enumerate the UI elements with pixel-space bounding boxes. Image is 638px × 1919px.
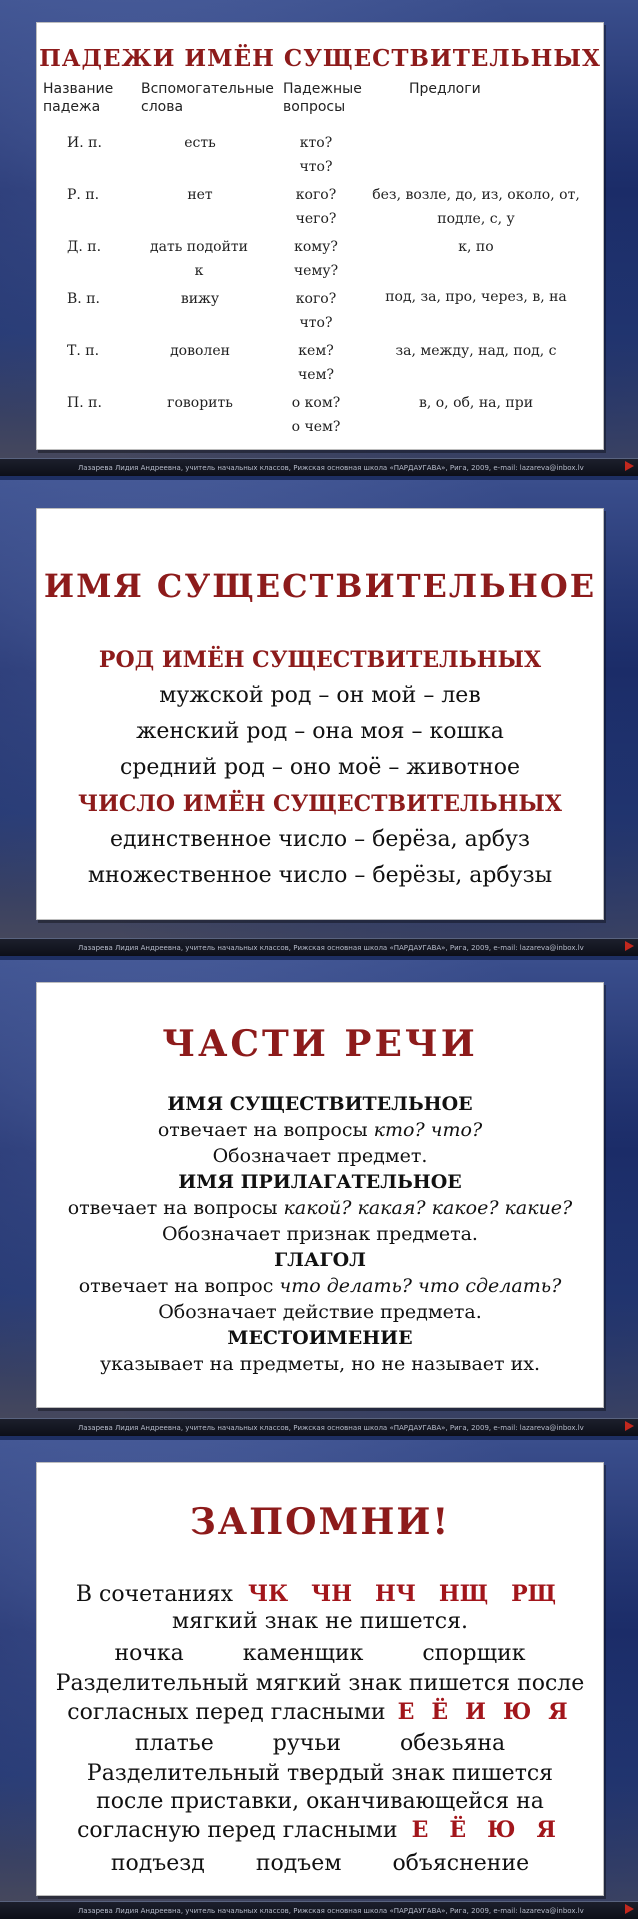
question: чем? bbox=[298, 367, 334, 383]
question: кем? bbox=[298, 343, 334, 359]
example-word: подъем bbox=[255, 1851, 342, 1876]
gender-neut: средний род – оно моё – животное bbox=[120, 755, 520, 780]
slide-parts-of-speech bbox=[0, 960, 638, 1436]
verb-heading: ГЛАГОЛ bbox=[274, 1249, 366, 1271]
case-name: П. п. bbox=[67, 395, 102, 411]
vowel: Е bbox=[411, 1817, 429, 1843]
card bbox=[36, 982, 604, 1408]
aux-word: вижу bbox=[180, 291, 220, 307]
aux-word: нет bbox=[187, 187, 213, 203]
next-arrow-icon[interactable] bbox=[625, 941, 634, 951]
example-word: платье bbox=[134, 1731, 214, 1756]
slide-cases bbox=[0, 0, 638, 476]
gender-masc: мужской род – он мой – лев bbox=[159, 683, 481, 708]
noun-questions-prefix: отвечает на вопросы bbox=[157, 1119, 374, 1141]
adjective-questions bbox=[37, 1197, 603, 1219]
footer-credit: Лазарева Лидия Андреевна, учитель начальных классов, Рижская основная школа «ПАРДАУГАВА», Рига, 2009, e-mail: lazareva@inbox.lv bbox=[0, 458, 638, 476]
footer-credit: Лазарева Лидия Андреевна, учитель начальных классов, Рижская основная школа «ПАРДАУГАВА», Рига, 2009, e-mail: lazareva@inbox.lv bbox=[0, 938, 638, 956]
vowel: Ю bbox=[502, 1699, 532, 1725]
card bbox=[36, 1462, 604, 1896]
example-words bbox=[37, 1641, 603, 1666]
next-arrow-icon[interactable] bbox=[625, 1421, 634, 1431]
adjective-questions-prefix: отвечает на вопросы bbox=[67, 1197, 284, 1219]
combo: ЧК bbox=[248, 1581, 289, 1607]
vowels-prefix: согласную перед гласными bbox=[77, 1818, 405, 1843]
question: чего? bbox=[295, 211, 337, 227]
aux-word: говорить bbox=[167, 395, 233, 411]
vowels-line bbox=[37, 1699, 603, 1725]
vowel: Е bbox=[397, 1699, 415, 1725]
combos-prefix: В сочетаниях bbox=[75, 1582, 241, 1607]
slide-remember bbox=[0, 1440, 638, 1919]
slide-title: ЧАСТИ РЕЧИ bbox=[162, 1023, 478, 1065]
combo: РЩ bbox=[511, 1581, 557, 1607]
aux-word: есть bbox=[184, 135, 216, 151]
footer-credit: Лазарева Лидия Андреевна, учитель начальных классов, Рижская основная школа «ПАРДАУГАВА», Рига, 2009, e-mail: lazareva@inbox.lv bbox=[0, 1418, 638, 1436]
adjective-description: Обозначает признак предмета. bbox=[162, 1223, 478, 1245]
card bbox=[36, 508, 604, 920]
case-name: Т. п. bbox=[67, 343, 100, 359]
vowel: И bbox=[465, 1699, 486, 1725]
verb-description: Обозначает действие предмета. bbox=[158, 1301, 482, 1323]
next-arrow-icon[interactable] bbox=[625, 1904, 634, 1914]
noun-description: Обозначает предмет. bbox=[212, 1145, 428, 1167]
question: кого? bbox=[295, 187, 337, 203]
prepositions: к, по bbox=[458, 239, 494, 255]
question: о ком? bbox=[291, 395, 341, 411]
gender-fem: женский род – она моя – кошка bbox=[136, 719, 504, 744]
vowel: Ю bbox=[487, 1817, 516, 1843]
case-name: Р. п. bbox=[67, 187, 100, 203]
combos-line bbox=[37, 1581, 603, 1607]
verb-questions bbox=[37, 1275, 603, 1297]
header-case-name: Название падежа bbox=[43, 81, 114, 115]
gender-heading: РОД ИМЁН СУЩЕСТВИТЕЛЬНЫХ bbox=[98, 647, 542, 673]
case-name: И. п. bbox=[67, 135, 102, 151]
rule-line: Разделительный мягкий знак пишется после bbox=[55, 1671, 585, 1696]
header-aux-words: Вспомогательные слова bbox=[141, 81, 274, 115]
vowel: Ё bbox=[449, 1817, 467, 1843]
vowels-prefix: согласных перед гласными bbox=[67, 1700, 393, 1725]
question: что? bbox=[299, 315, 333, 331]
noun-questions bbox=[37, 1119, 603, 1141]
rule-line: после приставки, оканчивающейся на bbox=[96, 1789, 544, 1814]
adjective-questions-value: какой? какая? какое? какие? bbox=[283, 1197, 573, 1219]
example-word: ночка bbox=[114, 1641, 184, 1666]
rule-line: мягкий знак не пишется. bbox=[172, 1609, 468, 1634]
card bbox=[36, 22, 604, 450]
example-word: ручьи bbox=[272, 1731, 341, 1756]
pronoun-heading: МЕСТОИМЕНИЕ bbox=[227, 1327, 413, 1349]
example-word: подъезд bbox=[110, 1851, 205, 1876]
example-words bbox=[37, 1851, 603, 1876]
header-prepositions: Предлоги bbox=[409, 81, 481, 97]
combo: НЩ bbox=[438, 1581, 489, 1607]
slide-title: ИМЯ СУЩЕСТВИТЕЛЬНОЕ bbox=[43, 567, 597, 605]
aux-word: дать подойти к bbox=[150, 239, 248, 279]
slide-title: ЗАПОМНИ! bbox=[189, 1501, 451, 1543]
question: кто? bbox=[299, 135, 333, 151]
noun-questions-value: кто? что? bbox=[373, 1119, 483, 1141]
combo: НЧ bbox=[375, 1581, 416, 1607]
number-singular: единственное число – берёза, арбуз bbox=[110, 827, 530, 852]
slide-noun bbox=[0, 480, 638, 956]
pronoun-description: указывает на предметы, но не называет их. bbox=[99, 1353, 541, 1375]
question: кому? bbox=[294, 239, 338, 255]
noun-heading: ИМЯ СУЩЕСТВИТЕЛЬНОЕ bbox=[167, 1093, 473, 1115]
slide-title: ПАДЕЖИ ИМЁН СУЩЕСТВИТЕЛЬНЫХ bbox=[39, 45, 601, 72]
question: о чем? bbox=[291, 419, 341, 435]
vowels-line bbox=[37, 1817, 603, 1843]
example-word: каменщик bbox=[242, 1641, 364, 1666]
prepositions: под, за, про, через, в, на bbox=[385, 289, 567, 305]
question: чему? bbox=[293, 263, 339, 279]
example-word: спорщик bbox=[422, 1641, 526, 1666]
example-words bbox=[37, 1731, 603, 1756]
header-case-questions: Падежные вопросы bbox=[283, 81, 362, 115]
verb-questions-prefix: отвечает на вопрос bbox=[78, 1275, 280, 1297]
case-name: Д. п. bbox=[67, 239, 102, 255]
number-plural: множественное число – берёзы, арбузы bbox=[87, 863, 553, 888]
adjective-heading: ИМЯ ПРИЛАГАТЕЛЬНОЕ bbox=[178, 1171, 462, 1193]
question: кого? bbox=[295, 291, 337, 307]
vowel: Я bbox=[536, 1817, 556, 1843]
aux-word: доволен bbox=[170, 343, 230, 359]
example-word: обезьяна bbox=[400, 1731, 506, 1756]
prepositions: в, о, об, на, при bbox=[418, 395, 534, 411]
footer-credit: Лазарева Лидия Андреевна, учитель начальных классов, Рижская основная школа «ПАРДАУГАВА», Рига, 2009, e-mail: lazareva@inbox.lv bbox=[0, 1901, 638, 1919]
vowel: Я bbox=[548, 1699, 568, 1725]
next-arrow-icon[interactable] bbox=[625, 461, 634, 471]
verb-questions-value: что делать? что сделать? bbox=[279, 1275, 562, 1297]
question: что? bbox=[299, 159, 333, 175]
rule-line: Разделительный твердый знак пишется bbox=[86, 1761, 554, 1786]
prepositions: без, возле, до, из, около, от, подле, с, у bbox=[372, 187, 580, 227]
prepositions: за, между, над, под, с bbox=[395, 343, 557, 359]
number-heading: ЧИСЛО ИМЁН СУЩЕСТВИТЕЛЬНЫХ bbox=[78, 791, 562, 817]
example-word: объяснение bbox=[392, 1851, 530, 1876]
combo: ЧН bbox=[311, 1581, 353, 1607]
vowel: Ё bbox=[431, 1699, 449, 1725]
case-name: В. п. bbox=[67, 291, 100, 307]
